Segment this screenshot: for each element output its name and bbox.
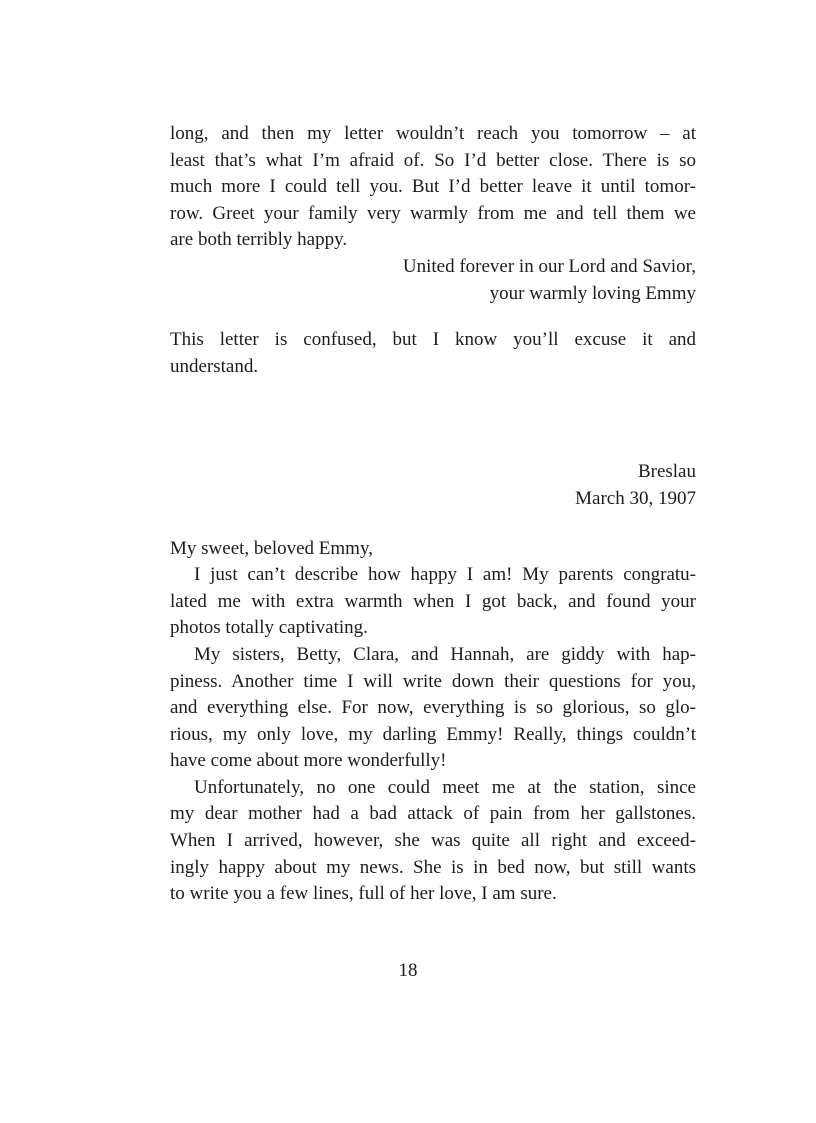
letter-2-paragraph	[170, 642, 696, 775]
letter-2-place: Breslau	[637, 461, 696, 483]
letter-1-closing: United forever in our Lord and Savior,	[402, 255, 696, 277]
letter-2-paragraph	[170, 562, 696, 642]
text-line: When I arrived, however, she was quite all right and exceed-	[170, 830, 696, 852]
text-line: rious, my only love, my darling Emmy! Really, things couldn’t	[170, 723, 696, 745]
text-line: least that’s what I’m afraid of. So I’d better close. There is so	[170, 149, 696, 171]
text-line: photos totally captivating.	[170, 617, 368, 639]
text-line: row. Greet your family very warmly from me and tell them we	[170, 202, 696, 224]
text-line: This letter is confused, but I know you’ll excuse it and	[170, 329, 696, 351]
text-line: to write you a few lines, full of her love, I am sure.	[170, 883, 557, 905]
letter-2-date: March 30, 1907	[575, 487, 696, 509]
text-line: are both terribly happy.	[170, 229, 348, 251]
text-line: and everything else. For now, everything is so glorious, so glo-	[170, 697, 696, 719]
letter-1-signature: your warmly loving Emmy	[489, 282, 696, 304]
text-line: piness. Another time I will write down their questions for you,	[170, 670, 696, 692]
text-line: long, and then my letter wouldn’t reach you tomorrow – at	[170, 123, 696, 144]
text-line: my dear mother had a bad attack of pain from her gallstones.	[170, 803, 696, 825]
text-line: ingly happy about my news. She is in bed now, but still wants	[170, 856, 696, 878]
text-line: lated me with extra warmth when I got back, and found your	[170, 590, 696, 612]
letter-2-paragraph	[170, 775, 696, 908]
letter-1-postscript	[170, 327, 696, 380]
text-line: have come about more wonderfully!	[170, 750, 447, 772]
letter-2-salutation: My sweet, beloved Emmy,	[170, 537, 373, 559]
text-line: understand.	[170, 355, 259, 377]
book-page-text	[170, 121, 696, 908]
letter-1-body	[170, 121, 696, 254]
text-line: much more I could tell you. But I’d better leave it until tomor-	[170, 176, 696, 198]
page-number: 18	[398, 960, 418, 981]
text-line: Unfortunately, no one could meet me at the station, since	[194, 776, 696, 798]
text-line: I just can’t describe how happy I am! My parents congratu-	[194, 564, 696, 586]
text-line: My sisters, Betty, Clara, and Hannah, are giddy with hap-	[194, 643, 696, 665]
